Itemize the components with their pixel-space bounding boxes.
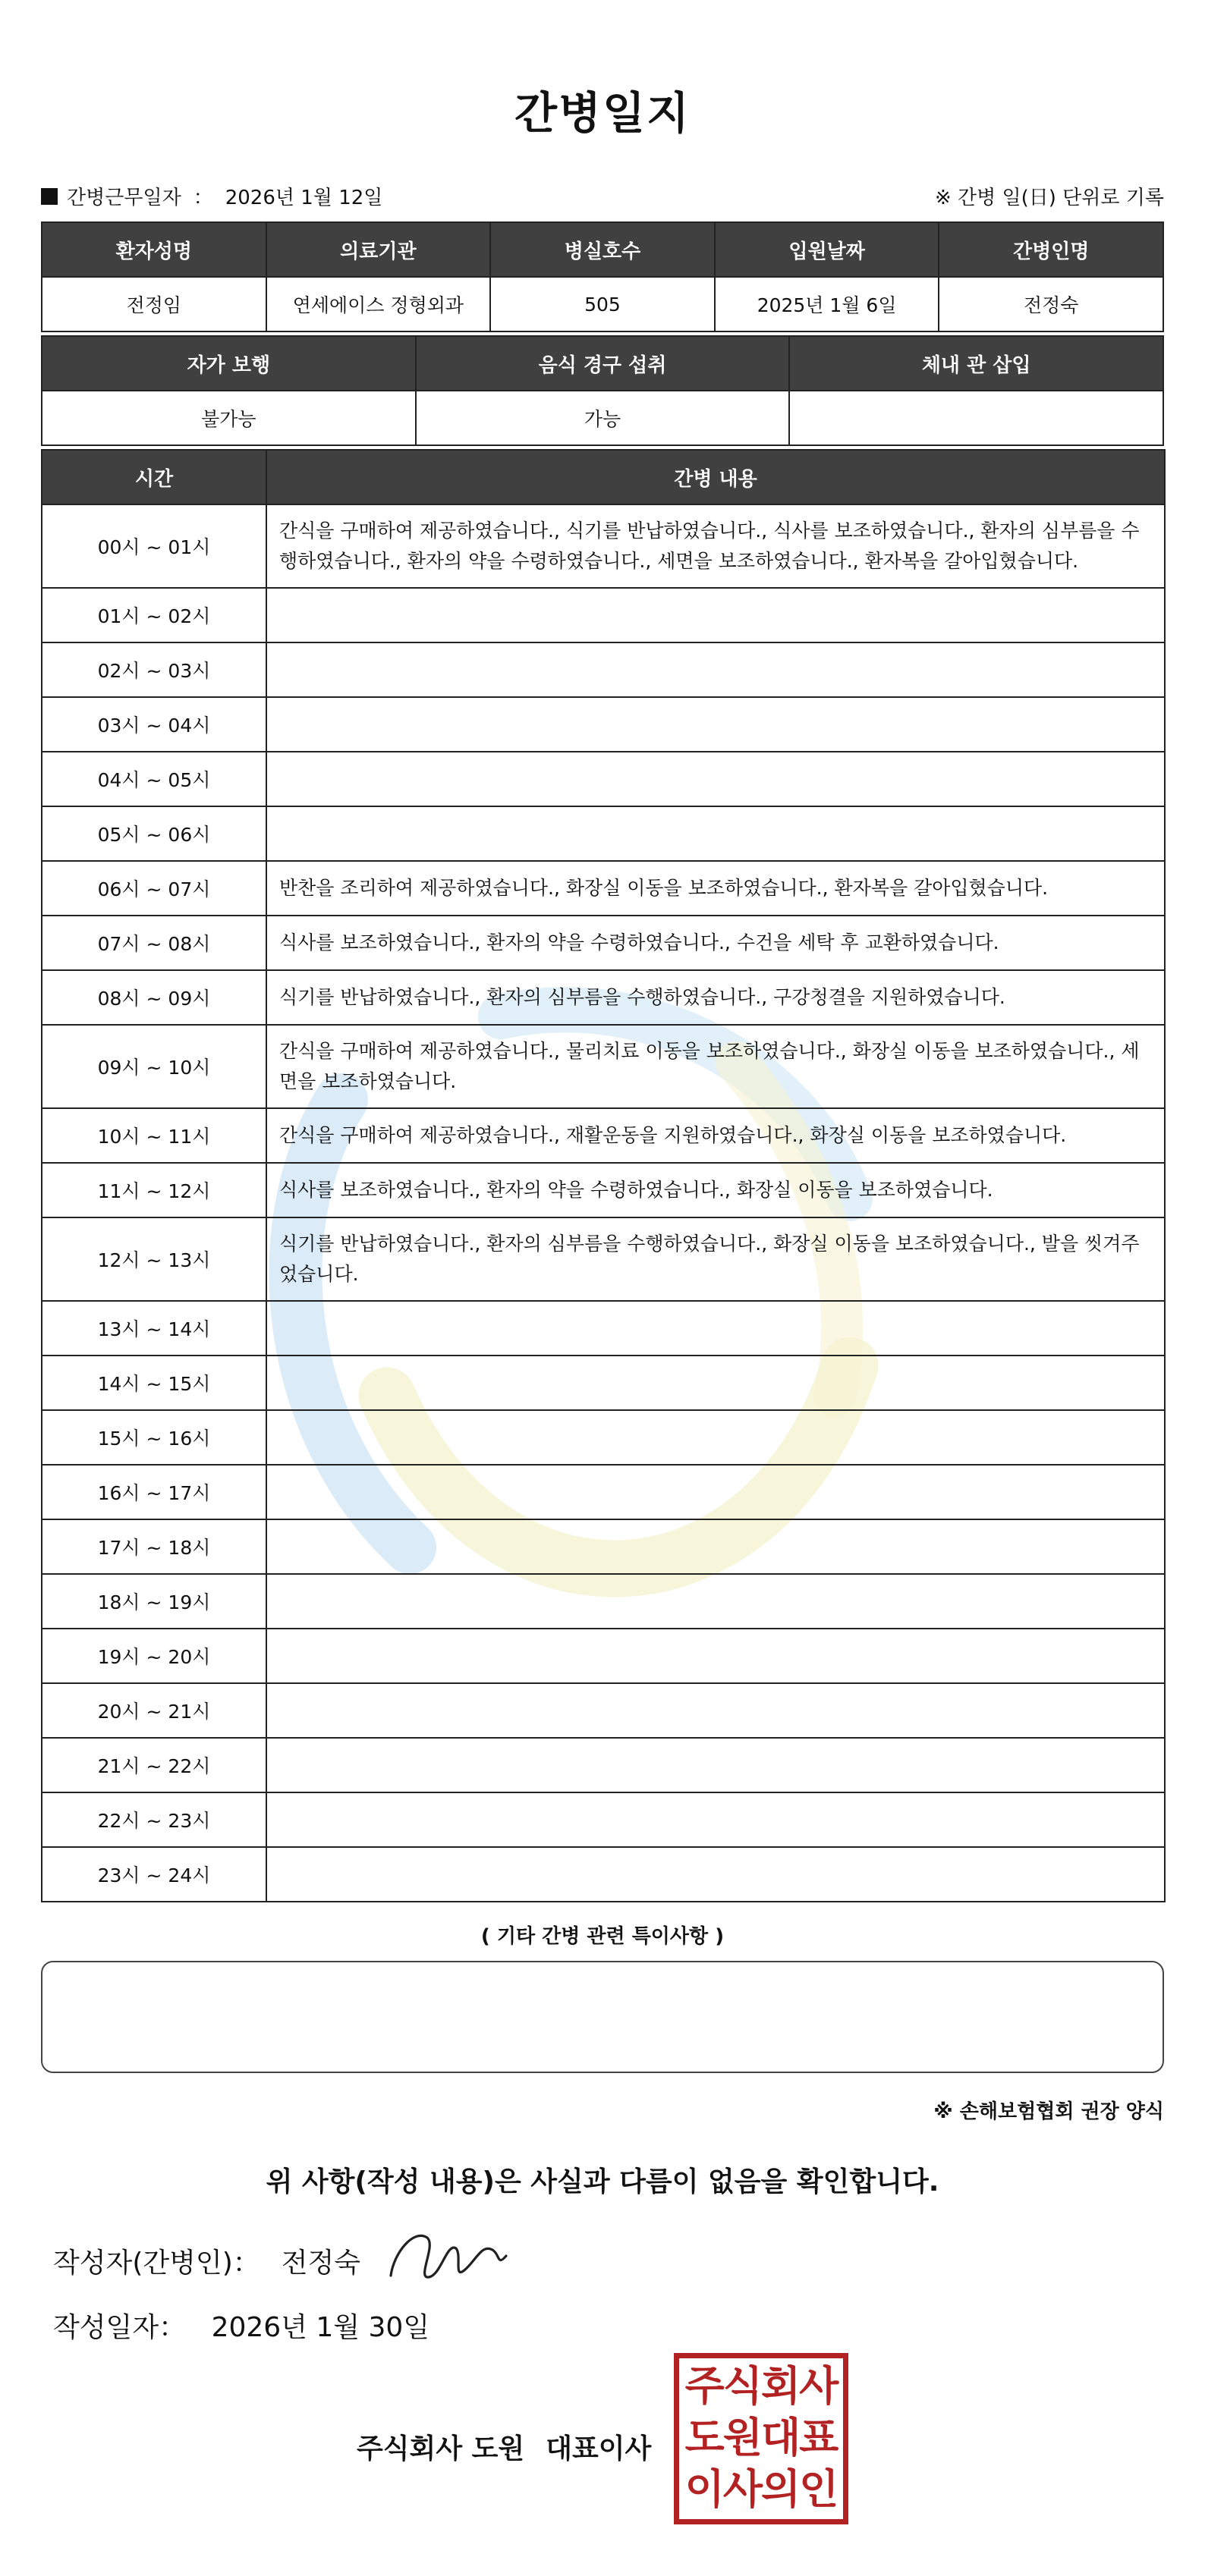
date-value: 2026년 1월 30일 xyxy=(211,2312,430,2343)
info-value-row xyxy=(42,277,1163,331)
log-time: 22시 ~ 23시 xyxy=(42,1792,266,1847)
log-content: 간식을 구매하여 제공하였습니다., 물리치료 이동을 보조하였습니다., 화장실 이동을 보조하였습니다., 세면을 보조하였습니다. xyxy=(266,1025,1165,1108)
log-header-content: 간병 내용 xyxy=(266,450,1165,504)
log-row xyxy=(42,1108,1165,1163)
writer-line xyxy=(53,2241,360,2280)
info-header: 환자성명 xyxy=(42,222,266,277)
log-row xyxy=(42,1519,1165,1574)
log-content xyxy=(266,1519,1165,1574)
status-header: 음식 경구 섭취 xyxy=(416,336,790,391)
log-row xyxy=(42,1629,1165,1683)
log-content xyxy=(266,1792,1165,1847)
meta-row xyxy=(41,182,1164,212)
info-header-row xyxy=(42,222,1163,277)
log-content: 반찬을 조리하여 제공하였습니다., 화장실 이동을 보조하였습니다., 환자복을 갈아입혔습니다. xyxy=(266,861,1165,916)
self-walking-value: 불가능 xyxy=(42,391,416,445)
log-content: 식기를 반납하였습니다., 환자의 심부름을 수행하였습니다., 구강청결을 지원하였습니다. xyxy=(266,970,1165,1025)
seal-line: 주식회사 xyxy=(684,2361,838,2410)
log-row xyxy=(42,1410,1165,1465)
form-note: ※ 손해보험협회 권장 양식 xyxy=(933,2100,1164,2123)
log-row xyxy=(42,1574,1165,1629)
log-time: 08시 ~ 09시 xyxy=(42,970,266,1025)
status-value-row xyxy=(42,391,1163,445)
log-row xyxy=(42,642,1165,697)
care-log-table xyxy=(41,449,1166,1902)
work-date xyxy=(41,182,382,210)
square-bullet-icon xyxy=(41,188,58,205)
company-seal-stamp xyxy=(674,2353,848,2524)
oral-intake-value: 가능 xyxy=(416,391,790,445)
patient-info-table xyxy=(41,221,1164,332)
log-time: 07시 ~ 08시 xyxy=(42,916,266,970)
log-time: 00시 ~ 01시 xyxy=(42,504,266,588)
log-content: 간식을 구매하여 제공하였습니다., 재활운동을 지원하였습니다., 화장실 이동을 보조하였습니다. xyxy=(266,1108,1165,1163)
log-content xyxy=(266,1847,1165,1902)
log-content xyxy=(266,752,1165,806)
status-header: 체내 관 삽입 xyxy=(789,336,1163,391)
confirmation-text: 위 사항(작성 내용)은 사실과 다름이 없음을 확인합니다. xyxy=(266,2166,939,2197)
admission-date: 2025년 1월 6일 xyxy=(715,277,939,331)
log-content xyxy=(266,1629,1165,1683)
log-content xyxy=(266,1683,1165,1738)
log-content xyxy=(266,806,1165,861)
company-role: 대표이사 xyxy=(546,2433,652,2464)
log-row xyxy=(42,1301,1165,1356)
log-content xyxy=(266,1738,1165,1792)
log-content xyxy=(266,1574,1165,1629)
log-row xyxy=(42,916,1165,970)
log-row xyxy=(42,1163,1165,1217)
log-time: 16시 ~ 17시 xyxy=(42,1465,266,1519)
writer-name: 전정숙 xyxy=(281,2248,361,2279)
log-time: 12시 ~ 13시 xyxy=(42,1217,266,1301)
log-row xyxy=(42,1738,1165,1792)
written-date-line xyxy=(53,2306,429,2345)
log-body xyxy=(42,504,1165,1902)
log-time: 03시 ~ 04시 xyxy=(42,697,266,752)
status-header-row xyxy=(42,336,1163,391)
info-header: 간병인명 xyxy=(939,222,1163,277)
log-row xyxy=(42,1683,1165,1738)
log-time: 13시 ~ 14시 xyxy=(42,1301,266,1356)
log-content: 간식을 구매하여 제공하였습니다., 식기를 반납하였습니다., 식사를 보조하였습니다., 환자의 심부름을 수행하였습니다., 환자의 약을 수령하였습니다., 세면을 보조하였습니다., 환자복을 갈아입혔습니다. xyxy=(266,504,1165,588)
log-content xyxy=(266,588,1165,642)
log-time: 11시 ~ 12시 xyxy=(42,1163,266,1217)
seal-line: 도원대표 xyxy=(684,2413,838,2461)
log-row xyxy=(42,970,1165,1025)
log-time: 05시 ~ 06시 xyxy=(42,806,266,861)
log-time: 10시 ~ 11시 xyxy=(42,1108,266,1163)
info-header: 병실호수 xyxy=(490,222,715,277)
caregiver-name: 전정숙 xyxy=(939,277,1163,331)
log-content xyxy=(266,1410,1165,1465)
log-time: 23시 ~ 24시 xyxy=(42,1847,266,1902)
log-content: 식사를 보조하였습니다., 환자의 약을 수령하였습니다., 수건을 세탁 후 교환하였습니다. xyxy=(266,916,1165,970)
log-row xyxy=(42,1465,1165,1519)
writer-label: 작성자(간병인)： xyxy=(53,2248,260,2279)
log-time: 14시 ~ 15시 xyxy=(42,1356,266,1410)
log-time: 21시 ~ 22시 xyxy=(42,1738,266,1792)
info-header: 의료기관 xyxy=(266,222,491,277)
medical-institution: 연세에이스 정형외과 xyxy=(266,277,491,331)
log-content xyxy=(266,1301,1165,1356)
log-time: 19시 ~ 20시 xyxy=(42,1629,266,1683)
log-row xyxy=(42,697,1165,752)
log-time: 18시 ~ 19시 xyxy=(42,1574,266,1629)
log-row xyxy=(42,752,1165,806)
date-label: 작성일자： xyxy=(53,2312,187,2343)
daily-record-note: ※ 간병 일(日) 단위로 기록 xyxy=(934,187,1164,209)
remarks-label: ( 기타 간병 관련 특이사항 ) xyxy=(480,1925,725,1948)
log-content xyxy=(266,642,1165,697)
work-date-separator: ： xyxy=(193,187,213,209)
log-content xyxy=(266,1465,1165,1519)
log-content: 식기를 반납하였습니다., 환자의 심부름을 수행하였습니다., 화장실 이동을 보조하였습니다., 발을 씻겨주었습니다. xyxy=(266,1217,1165,1301)
room-number: 505 xyxy=(490,277,715,331)
log-row xyxy=(42,861,1165,916)
patient-status-table xyxy=(41,335,1164,446)
status-header: 자가 보행 xyxy=(42,336,416,391)
log-time: 02시 ~ 03시 xyxy=(42,642,266,697)
log-time: 09시 ~ 10시 xyxy=(42,1025,266,1108)
log-time: 17시 ~ 18시 xyxy=(42,1519,266,1574)
log-time: 15시 ~ 16시 xyxy=(42,1410,266,1465)
log-row xyxy=(42,1217,1165,1301)
log-time: 20시 ~ 21시 xyxy=(42,1683,266,1738)
log-row xyxy=(42,504,1165,588)
patient-name: 전정임 xyxy=(42,277,266,331)
remarks-field xyxy=(41,1961,1164,2073)
log-header-row xyxy=(42,450,1165,504)
tube-insertion-value xyxy=(789,391,1163,445)
log-row xyxy=(42,1792,1165,1847)
company-line xyxy=(357,2427,651,2466)
log-content xyxy=(266,1356,1165,1410)
seal-line: 이사의인 xyxy=(684,2464,838,2513)
log-time: 06시 ~ 07시 xyxy=(42,861,266,916)
log-content xyxy=(266,697,1165,752)
work-date-label: 간병근무일자 xyxy=(67,187,181,209)
log-row xyxy=(42,1025,1165,1108)
log-row xyxy=(42,1847,1165,1902)
document-title: 간병일지 xyxy=(514,87,691,139)
log-header-time: 시간 xyxy=(42,450,266,504)
log-row xyxy=(42,588,1165,642)
log-content: 식사를 보조하였습니다., 환자의 약을 수령하였습니다., 화장실 이동을 보조하였습니다. xyxy=(266,1163,1165,1217)
log-time: 04시 ~ 05시 xyxy=(42,752,266,806)
log-row xyxy=(42,1356,1165,1410)
company-name: 주식회사 도원 xyxy=(357,2433,525,2464)
signature-icon xyxy=(383,2223,512,2291)
log-time: 01시 ~ 02시 xyxy=(42,588,266,642)
log-row xyxy=(42,806,1165,861)
work-date-value: 2026년 1월 12일 xyxy=(225,187,383,209)
info-header: 입원날짜 xyxy=(715,222,939,277)
